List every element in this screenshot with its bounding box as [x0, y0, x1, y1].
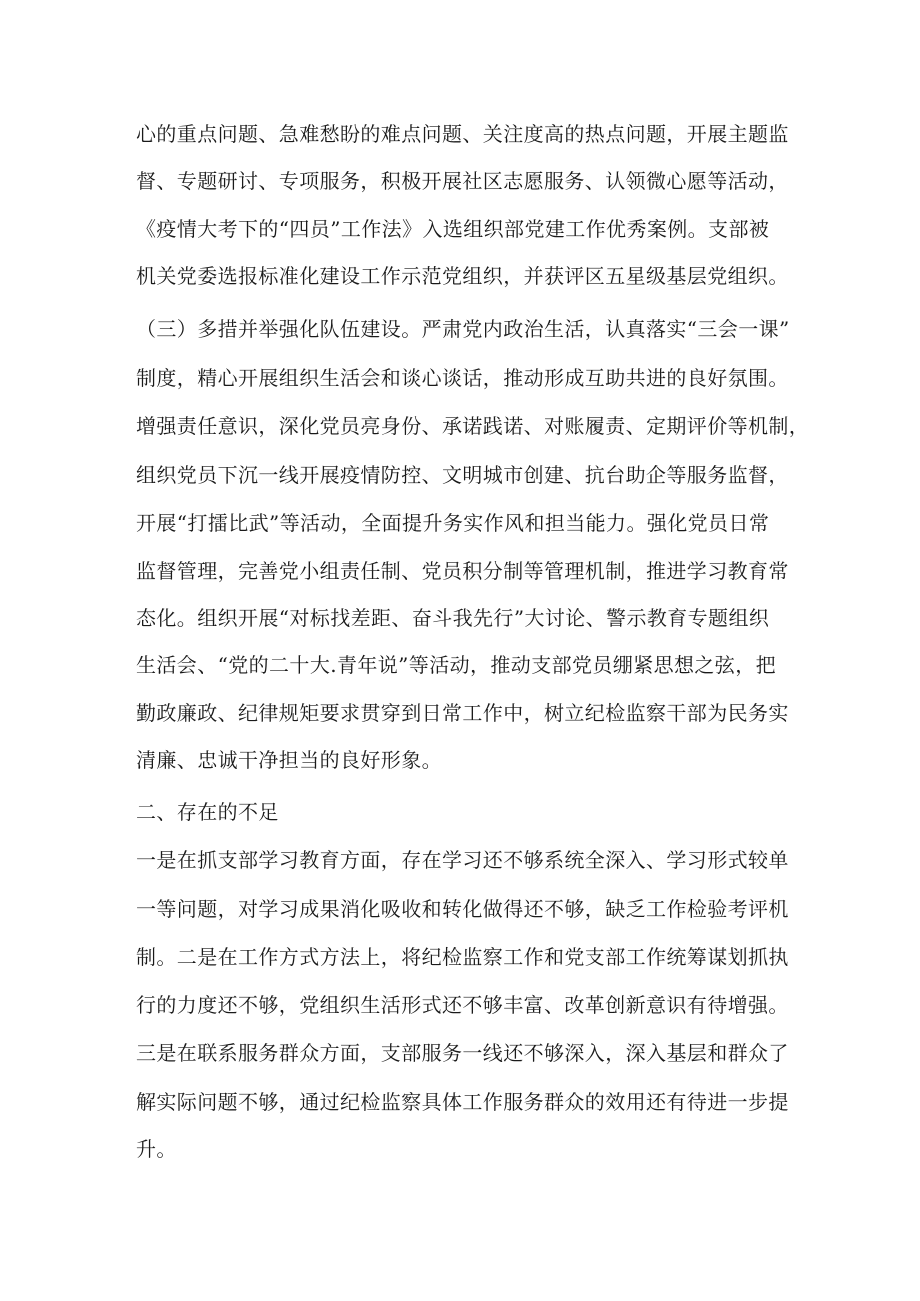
text-line: 《疫情大考下的“四员”工作法》入选组织部党建工作优秀案例。支部被	[136, 217, 770, 241]
text-line: 制。二是在工作方式方法上，将纪检监察工作和党支部工作统筹谋划抓执	[136, 945, 789, 969]
text-line: 清廉、忠诚干净担当的良好形象。	[136, 748, 442, 772]
text-line: 组织党员下沉一线开展疫情防控、文明城市创建、抗台助企等服务监督，	[136, 463, 789, 487]
text-line: 一等问题，对学习成果消化吸收和转化做得还不够，缺乏工作检验考评机	[136, 897, 789, 921]
text-line: 勤政廉政、纪律规矩要求贯穿到日常工作中，树立纪检监察干部为民务实	[136, 701, 789, 725]
text-line: 心的重点问题、急难愁盼的难点问题、关注度高的热点问题，开展主题监	[136, 122, 789, 146]
text-line: 一是在抓支部学习教育方面，存在学习还不够系统全深入、学习形式较单	[136, 848, 789, 872]
text-line: 制度，精心开展组织生活会和谈心谈话，推动形成互助共进的良好氛围。	[136, 366, 789, 390]
text-line: 开展“打擂比武”等活动，全面提升务实作风和担当能力。强化党员日常	[136, 511, 770, 535]
text-line: 行的力度还不够，党组织生活形式还不够丰富、改革创新意识有待增强。	[136, 993, 789, 1017]
text-line: 监督管理，完善党小组责任制、党员积分制等管理机制，推进学习教育常	[136, 559, 789, 583]
section-heading-3: （三）多措并举强化队伍建设。严肃党内政治生活，认真落实“三会一课”	[136, 317, 790, 341]
text-line: 态化。组织开展“对标找差距、奋斗我先行”大讨论、警示教育专题组织	[136, 606, 770, 630]
text-line: 督、专题研讨、专项服务，积极开展社区志愿服务、认领微心愿等活动，	[136, 169, 789, 193]
text-line: 升。	[136, 1137, 177, 1161]
text-line: 解实际问题不够，通过纪检监察具体工作服务群众的效用还有待进一步提	[136, 1090, 789, 1114]
text-line: 机关党委选报标准化建设工作示范党组织，并获评区五星级基层党组织。	[136, 264, 789, 288]
text-line: 三是在联系服务群众方面，支部服务一线还不够深入，深入基层和群众了	[136, 1041, 789, 1065]
text-line: 增强责任意识，深化党员亮身份、承诺践诺、对账履责、定期评价等机制，	[136, 414, 810, 438]
text-line: 生活会、“党的二十大.青年说”等活动，推动支部党员绷紧思想之弦，把	[136, 653, 777, 677]
section-heading-2: 二、存在的不足	[136, 800, 279, 824]
